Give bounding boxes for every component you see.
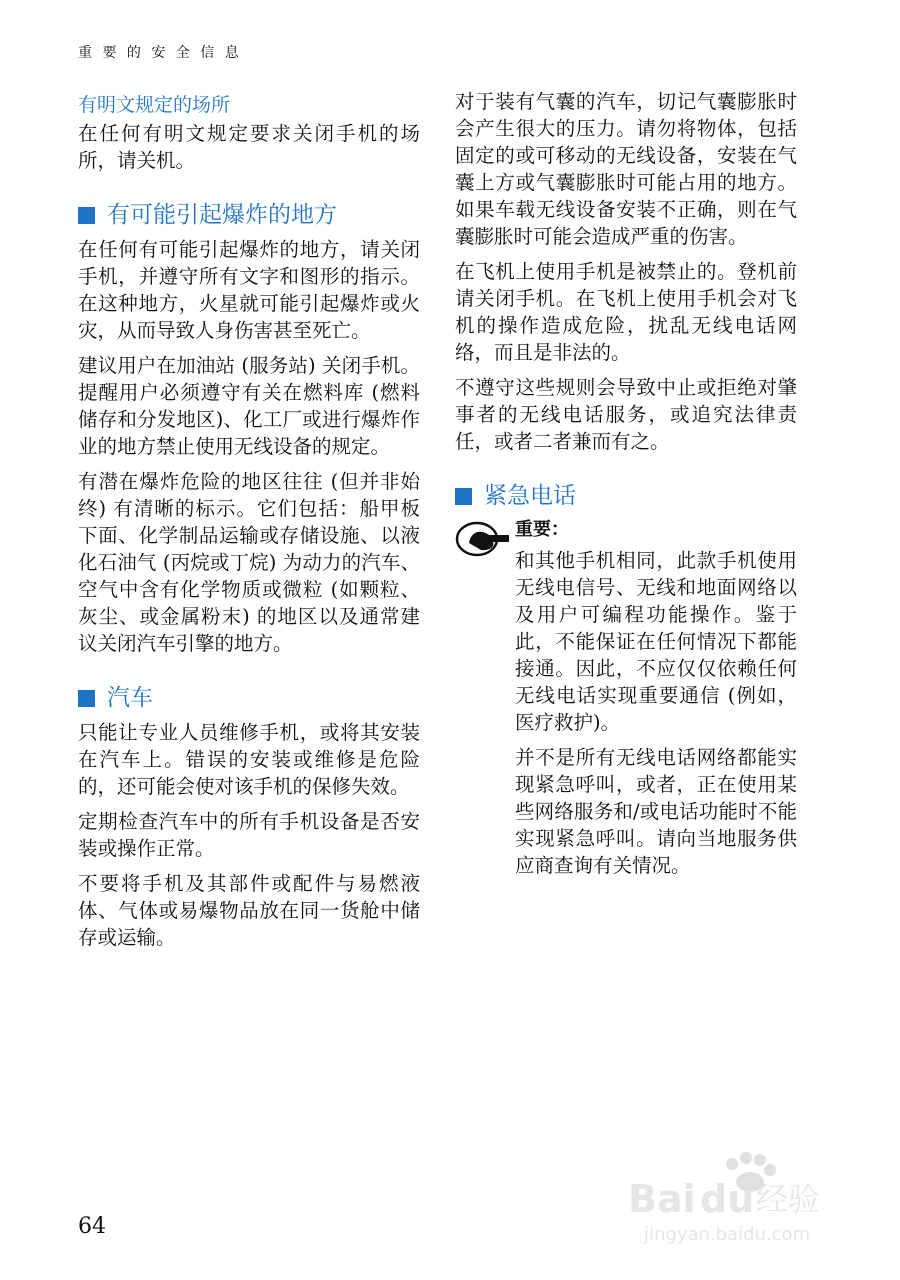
square-bullet-icon bbox=[78, 207, 95, 224]
notice-label: 重要： bbox=[515, 519, 569, 540]
explosive-section-heading bbox=[78, 200, 420, 230]
pointing-hand-icon bbox=[455, 517, 515, 887]
aircraft-paragraph: 在飞机上使用手机是被禁止的。登机前请关闭手机。在飞机上使用手机会对飞机的操作造成危险，扰乱无线电话网络，而且是非法的。 bbox=[455, 260, 797, 364]
emergency-heading-text: 紧急电话 bbox=[484, 483, 576, 509]
notice-body bbox=[515, 517, 797, 887]
vehicles-paragraph: 不要将手机及其部件或配件与易燃液体、气体或易爆物品放在同一货舱中储存或运输。 bbox=[78, 872, 420, 949]
vehicles-paragraph: 只能让专业人员维修手机，或将其安装在汽车上。错误的安装或维修是危险的，还可能会使对该手机的保修失效。 bbox=[78, 721, 420, 798]
explosive-heading-text: 有可能引起爆炸的地方 bbox=[107, 202, 337, 228]
emergency-paragraph: 并不是所有无线电话网络都能实现紧急呼叫，或者，正在使用某些网络服务和/或电话功能时不能实现紧急呼叫。请向当地服务供应商查询有关情况。 bbox=[515, 746, 797, 877]
explosive-paragraph: 在任何有可能引起爆炸的地方，请关闭手机，并遵守所有文字和图形的指示。在这种地方，火星就可能引起爆炸或火灾，从而导致人身伤害甚至死亡。 bbox=[78, 238, 420, 342]
explosive-paragraph: 建议用户在加油站 (服务站) 关闭手机。提醒用户必须遵守有关在燃料库 (燃料储存和分发地区)、化工厂或进行爆炸作业的地方禁止使用无线设备的规定。 bbox=[78, 354, 420, 458]
emergency-section-heading bbox=[455, 481, 797, 511]
baidu-watermark-logo bbox=[624, 1150, 844, 1250]
explicit-rules-paragraph: 在任何有明文规定要求关闭手机的场所，请关机。 bbox=[78, 122, 420, 172]
airbag-paragraph: 对于装有气囊的汽车，切记气囊膨胀时会产生很大的压力。请勿将物体，包括固定的或可移动的无线设备，安装在气囊上方或气囊膨胀时可能占用的地方。如果车载无线设备安装不正确，则在气囊膨胀时可能会造成严重的伤害。 bbox=[455, 90, 797, 248]
running-header: 重 要 的 安 全 信 息 bbox=[78, 45, 242, 61]
left-column bbox=[78, 88, 420, 959]
important-notice bbox=[455, 517, 797, 887]
right-column bbox=[455, 88, 797, 887]
vehicles-heading-text: 汽车 bbox=[107, 685, 153, 711]
square-bullet-icon bbox=[78, 690, 95, 707]
page-number: 64 bbox=[78, 1214, 106, 1239]
explicit-rules-heading: 有明文规定的场所 bbox=[78, 94, 231, 116]
vehicles-paragraph: 定期检查汽车中的所有手机设备是否安装或操作正常。 bbox=[78, 810, 420, 860]
svg-text:Bai: Bai bbox=[628, 1177, 696, 1221]
svg-text:jingyan.baidu.com: jingyan.baidu.com bbox=[644, 1224, 811, 1245]
penalty-paragraph: 不遵守这些规则会导致中止或拒绝对肇事者的无线电话服务，或追究法律责任，或者二者兼而有之。 bbox=[455, 376, 797, 453]
vehicles-section-heading bbox=[78, 683, 420, 713]
emergency-paragraph: 和其他手机相同，此款手机使用无线电信号、无线和地面网络以及用户可编程功能操作。鉴于此，不能保证在任何情况下都能接通。因此，不应仅仅依赖任何无线电话实现重要通信 (例如，医疗救护)。 bbox=[515, 549, 797, 734]
svg-text:du: du bbox=[700, 1177, 755, 1221]
square-bullet-icon bbox=[455, 488, 472, 505]
svg-text:经验: 经验 bbox=[756, 1180, 821, 1218]
explosive-paragraph: 有潜在爆炸危险的地区往往 (但并非始终) 有清晰的标示。它们包括：船甲板下面、化学制品运输或存储设施、以液化石油气 (丙烷或丁烷) 为动力的汽车、空气中含有化学物质或微粒 (如颗粒、灰尘、或金属粉末) 的地区以及通常建议关闭汽车引擎的地方。 bbox=[78, 470, 420, 655]
